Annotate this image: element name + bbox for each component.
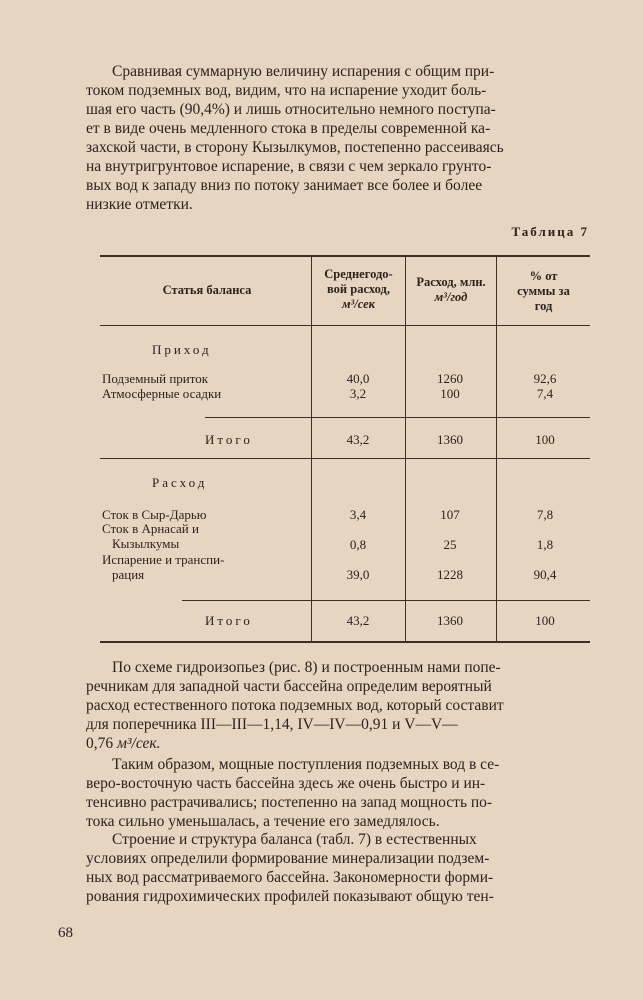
cell-value: 100 [535,613,555,628]
paragraph-evaporation [86,62,590,214]
cell-value: 107 [440,507,460,522]
cell-value: 100 [535,432,555,447]
row-label [102,552,307,582]
text-line: Таким образом, мощные поступления подземных вод в се- [112,756,500,773]
text-line: низкие отметки. [86,196,193,213]
header-percent [497,269,590,314]
text-line: током подземных вод, видим, что на испарение уходит боль- [86,82,487,99]
table-top-rule [100,255,590,257]
cell-value: 3,2 [349,386,367,401]
cell-value: 39,0 [346,567,370,582]
header-line: м³/год [434,290,468,304]
text-line: ет в виде очень медленного стока в пределы современной ка- [86,120,491,137]
text-line: вых вод к западу вниз по потоку занимает все более и более [86,177,483,194]
row-label: Атмосферные осадки [102,386,222,401]
text-line: Сравнивая суммарную величину испарения с общим при- [112,63,495,80]
text-line: ных вод рассматриваемого бассейна. Закономерности форми- [86,869,494,886]
paragraph-conclusion [86,755,590,831]
header-line: % от [529,269,558,283]
header-annual-flow [406,275,496,305]
cell-value: 0,8 [349,537,367,552]
text-line: Строение и структура баланса (табл. 7) в естественных [112,831,477,848]
cell-value: 7,8 [536,507,554,522]
column-divider [311,257,312,641]
header-balance-item: Статья баланса [162,283,252,297]
text-line [86,734,590,753]
page-number: 68 [58,925,73,941]
cell-value: 43,2 [346,432,370,447]
column-divider [496,257,497,641]
row-label: Подземный приток [102,371,209,386]
cell-value: 43,2 [346,613,370,628]
cell-value: 1228 [437,567,463,582]
header-line: вой расход, [327,282,390,296]
text-line: шая его часть (90,4%) и лишь относительно немного поступа- [86,101,496,118]
table-header-rule [100,325,590,326]
text-line: условиях определили формирование минерализации подзем- [86,850,490,867]
label-line: рация [112,567,145,582]
text-line: тока сильно уменьшалась, а течение его замедлялось. [86,813,440,830]
text-line: на внутригрунтовое испарение, в связи с чем зеркало грунто- [86,158,492,175]
cell-value: 3,4 [349,507,367,522]
section-title-expense: Расход [152,475,208,490]
cell-value: 100 [440,386,460,401]
total-label: Итого [205,613,253,628]
subtotal-rule [182,600,590,601]
table-bottom-rule [100,641,590,643]
cell-value: 7,4 [536,386,554,401]
section-title-income: Приход [152,342,212,357]
text-line: расход естественного потока подземных вод, который составит [86,697,504,714]
cell-value: 1360 [437,432,463,447]
cell-value: 92,6 [533,371,557,386]
text-line: захской части, в сторону Кызылкумов, постепенно рассеиваясь [86,139,504,156]
cell-value: 25 [443,537,457,552]
header-line: год [534,299,553,313]
unit: м³/сек. [117,735,161,752]
label-line: Кызылкумы [112,536,180,551]
column-divider [405,257,406,641]
paragraph-flow-estimate [86,658,590,753]
label-line: Испарение и транспи- [102,552,225,567]
text-line: веро-восточную часть бассейна здесь же очень быстро и ин- [86,775,486,792]
header-mean-flow [312,267,405,312]
cell-value: 1260 [437,371,463,386]
section-rule [100,458,590,459]
row-label: Сток в Сыр-Дарью [102,507,207,522]
header-line: Среднегодо- [324,267,393,281]
cell-value: 90,4 [533,567,557,582]
cell-value: 1360 [437,613,463,628]
text-line: речникам для западной части бассейна определим вероятный [86,678,492,695]
cell-value: 40,0 [346,371,370,386]
text-line: рования гидрохимических профилей показывают общую тен- [86,888,494,905]
paragraph-structure [86,830,590,906]
total-label: Итого [205,432,253,447]
text-line: тенсивно растрачивались; постепенно на запад мощность по- [86,794,493,811]
table-caption: Таблица 7 [511,224,589,239]
label-line: Сток в Арнасай и [102,521,199,536]
header-line: суммы за [517,284,570,298]
text-line: По схеме гидроизопьез (рис. 8) и построенным нами попе- [112,659,501,676]
cell-value: 1,8 [536,537,554,552]
header-line: Расход, млн. [416,275,486,289]
subtotal-rule [205,417,590,418]
row-label [102,521,307,551]
header-line: м³/сек [341,297,376,311]
text-line: для поперечника III—III—1,14, IV—IV—0,91 и V—V— [86,716,458,733]
text-fragment: 0,76 [86,735,114,752]
